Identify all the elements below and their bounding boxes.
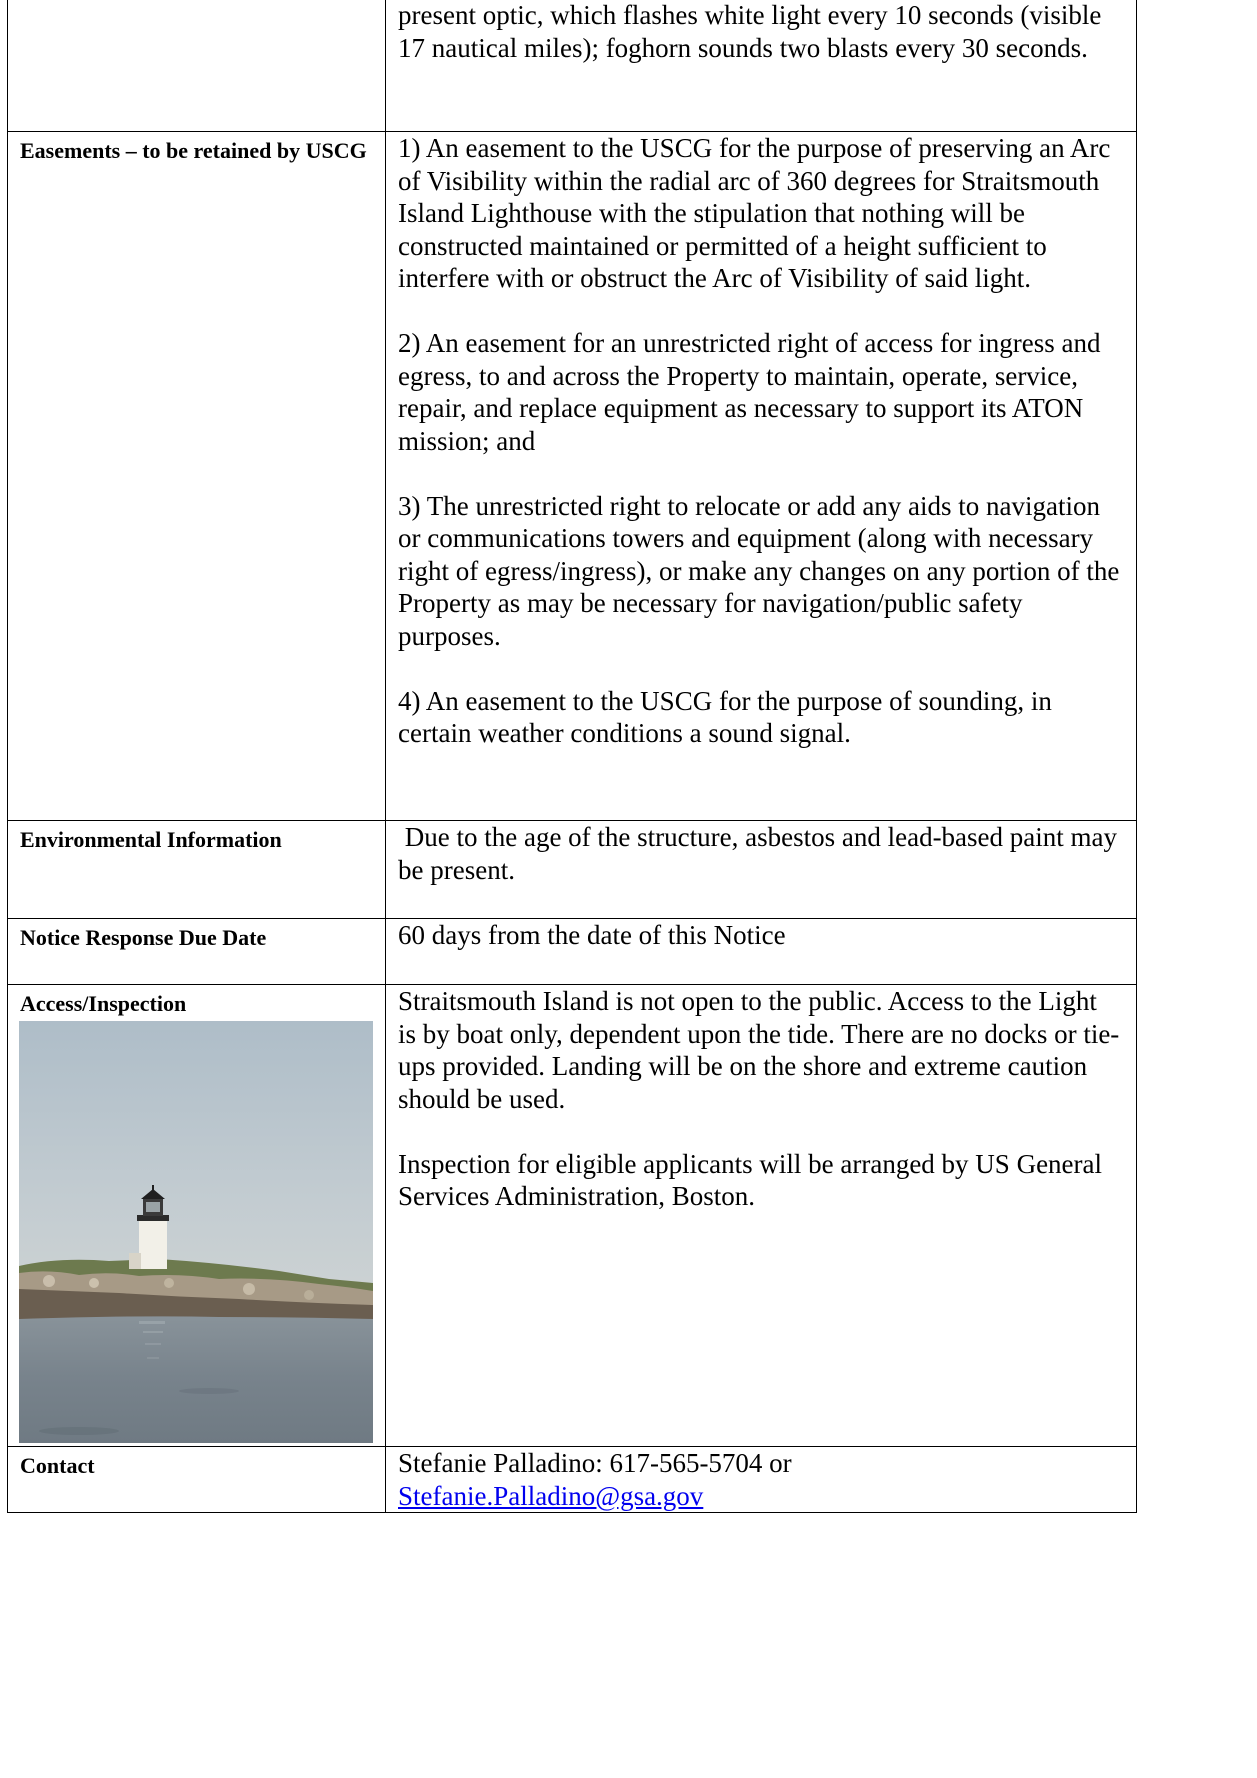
property-details-table [7,0,1137,1513]
notice-text: 60 days from the date of this Notice [398,920,786,950]
contact-line: Stefanie Palladino: 617-565-5704 or [398,1448,792,1478]
value-cell-contact [386,1447,1137,1513]
contact-label: Contact [8,1447,386,1513]
easement-item-3: 3) The unrestricted right to relocate or add any aids to navigation or communications towers and equipment (along with necessary right of egress/ingress), or make any changes on any portion of the Property as may be necessary for navigation/public safety purposes. [398,490,1120,651]
access-paragraph-2: Inspection for eligible applicants will be arranged by US General Services Administration, Boston. [398,1148,1103,1211]
easements-label: Easements – to be retained by USCG [8,132,386,821]
contact-email-link[interactable]: Stefanie.Palladino@gsa.gov [398,1480,704,1511]
label-cell-empty [8,0,386,132]
value-cell-notice [386,919,1137,985]
table-row-easements [8,132,1137,821]
value-cell-easements [386,132,1137,821]
continued-text: present optic, which flashes white light every 10 seconds (visible 17 nautical miles); foghorn sounds two blasts every 30 seconds. [398,0,1102,63]
easement-item-2: 2) An easement for an unrestricted right of access for ingress and egress, to and across the Property to maintain, operate, service, repair, and replace equipment as necessary to support its ATON mission; and [398,328,1101,456]
lighthouse-photo [19,1021,373,1443]
table-row-contact [8,1447,1137,1513]
lighthouse-photo-image [19,1021,373,1443]
access-label: Access/Inspection [20,991,187,1016]
easement-item-1: 1) An easement to the USCG for the purpose of preserving an Arc of Visibility within the radial arc of 360 degrees for Straitsmouth Island Lighthouse with the stipulation that nothing will be constructed maintained or permitted of a height sufficient to interfere with or obstruct the Arc of Visibility of said light. [398,133,1111,293]
environmental-text: Due to the age of the structure, asbestos and lead-based paint may be present. [398,822,1124,885]
notice-label: Notice Response Due Date [8,919,386,985]
easement-item-4: 4) An easement to the USCG for the purpose of sounding, in certain weather conditions a sound signal. [398,685,1052,748]
table-row-access [8,985,1137,1447]
value-cell-environmental [386,821,1137,919]
environmental-label: Environmental Information [8,821,386,919]
value-cell-access [386,985,1137,1447]
table-row-environmental [8,821,1137,919]
access-label-cell [8,985,386,1447]
table-row-notice [8,919,1137,985]
value-cell-continued [386,0,1137,132]
access-paragraph-1: Straitsmouth Island is not open to the public. Access to the Light is by boat only, dependent upon the tide. There are no docks or tie-ups provided. Landing will be on the shore and extreme caution should be used. [398,986,1120,1114]
table-row-continued [8,0,1137,132]
